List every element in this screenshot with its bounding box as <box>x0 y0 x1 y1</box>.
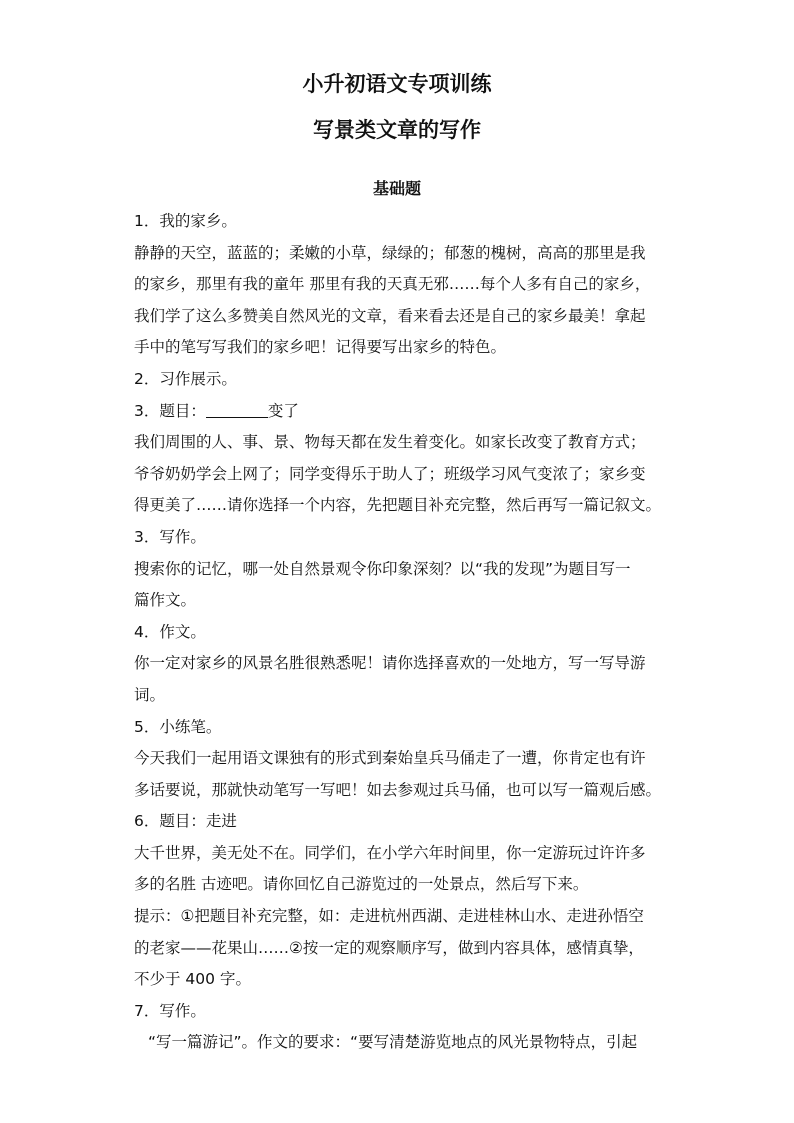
question-3-heading <box>134 396 670 428</box>
fill-in-blank <box>206 399 268 418</box>
question-2-heading: 2．习作展示。 <box>134 369 237 388</box>
document-title: 小升初语文专项训练 <box>302 71 492 96</box>
text-line: 得更美了……请你选择一个内容，先把题目补充完整，然后再写一篇记叙文。 <box>134 496 662 515</box>
text-line: 手中的笔写写我们的家乡吧！记得要写出家乡的特色。 <box>134 338 507 357</box>
text-line: 篇作文。 <box>134 591 197 610</box>
text-line: 我们周围的人、事、景、物每天都在发生着变化。如家长改变了教育方式； <box>134 433 646 452</box>
text-line: 你一定对家乡的风景名胜很熟悉呢！请你选择喜欢的一处地方，写一写导游 <box>134 654 646 673</box>
section-heading: 基础题 <box>372 179 421 198</box>
text-line: 搜索你的记忆，哪一处自然景观令你印象深刻？以“我的发现”为题目写一 <box>134 559 631 578</box>
text-line: 多话要说，那就快动笔写一写吧！如去参观过兵马俑，也可以写一篇观后感。 <box>134 780 662 799</box>
document-subtitle: 写景类文章的写作 <box>313 117 481 142</box>
hint-line: 提示：①把题目补充完整，如：走进杭州西湖、走进桂林山水、走进孙悟空 <box>134 907 644 926</box>
question-5-heading: 5．小练笔。 <box>134 717 222 736</box>
question-6-heading: 6．题目：走进 <box>134 812 237 831</box>
text-line: 大千世界，美无处不在。同学们，在小学六年时间里，你一定游玩过许许多 <box>134 843 646 862</box>
question-3-label: 3．题目： <box>134 401 206 420</box>
hint-line: 不少于 400 字。 <box>134 970 251 989</box>
document-body <box>134 206 670 1059</box>
blank-suffix: 变了 <box>267 401 299 420</box>
text-line: “写一篇游记”。作文的要求：“要写清楚游览地点的风光景物特点，引起 <box>148 1033 638 1052</box>
text-line: 今天我们一起用语文课独有的形式到秦始皇兵马俑走了一遭，你肯定也有许 <box>134 749 646 768</box>
text-line: 词。 <box>134 685 166 704</box>
text-line: 爷爷奶奶学会上网了；同学变得乐于助人了；班级学习风气变浓了；家乡变 <box>134 464 646 483</box>
text-line: 的家乡，那里有我的童年 那里有我的天真无邪……每个人多有自己的家乡， <box>134 275 651 294</box>
text-line: 多的名胜 古迹吧。请你回忆自己游览过的一处景点，然后写下来。 <box>134 875 589 894</box>
hint-line: 的老家——花果山……②按一定的观察顺序写，做到内容具体，感情真挚， <box>134 938 644 957</box>
question-7-heading: 7．写作。 <box>134 1001 206 1020</box>
text-line: 静静的天空，蓝蓝的；柔嫩的小草，绿绿的；郁葱的槐树，高高的那里是我 <box>134 243 646 262</box>
question-3b-heading: 3．写作。 <box>134 527 206 546</box>
question-1-heading: 1．我的家乡。 <box>134 212 237 230</box>
text-line: 我们学了这么多赞美自然风光的文章，看来看去还是自己的家乡最美！拿起 <box>134 306 646 325</box>
question-4-heading: 4．作文。 <box>134 622 206 641</box>
